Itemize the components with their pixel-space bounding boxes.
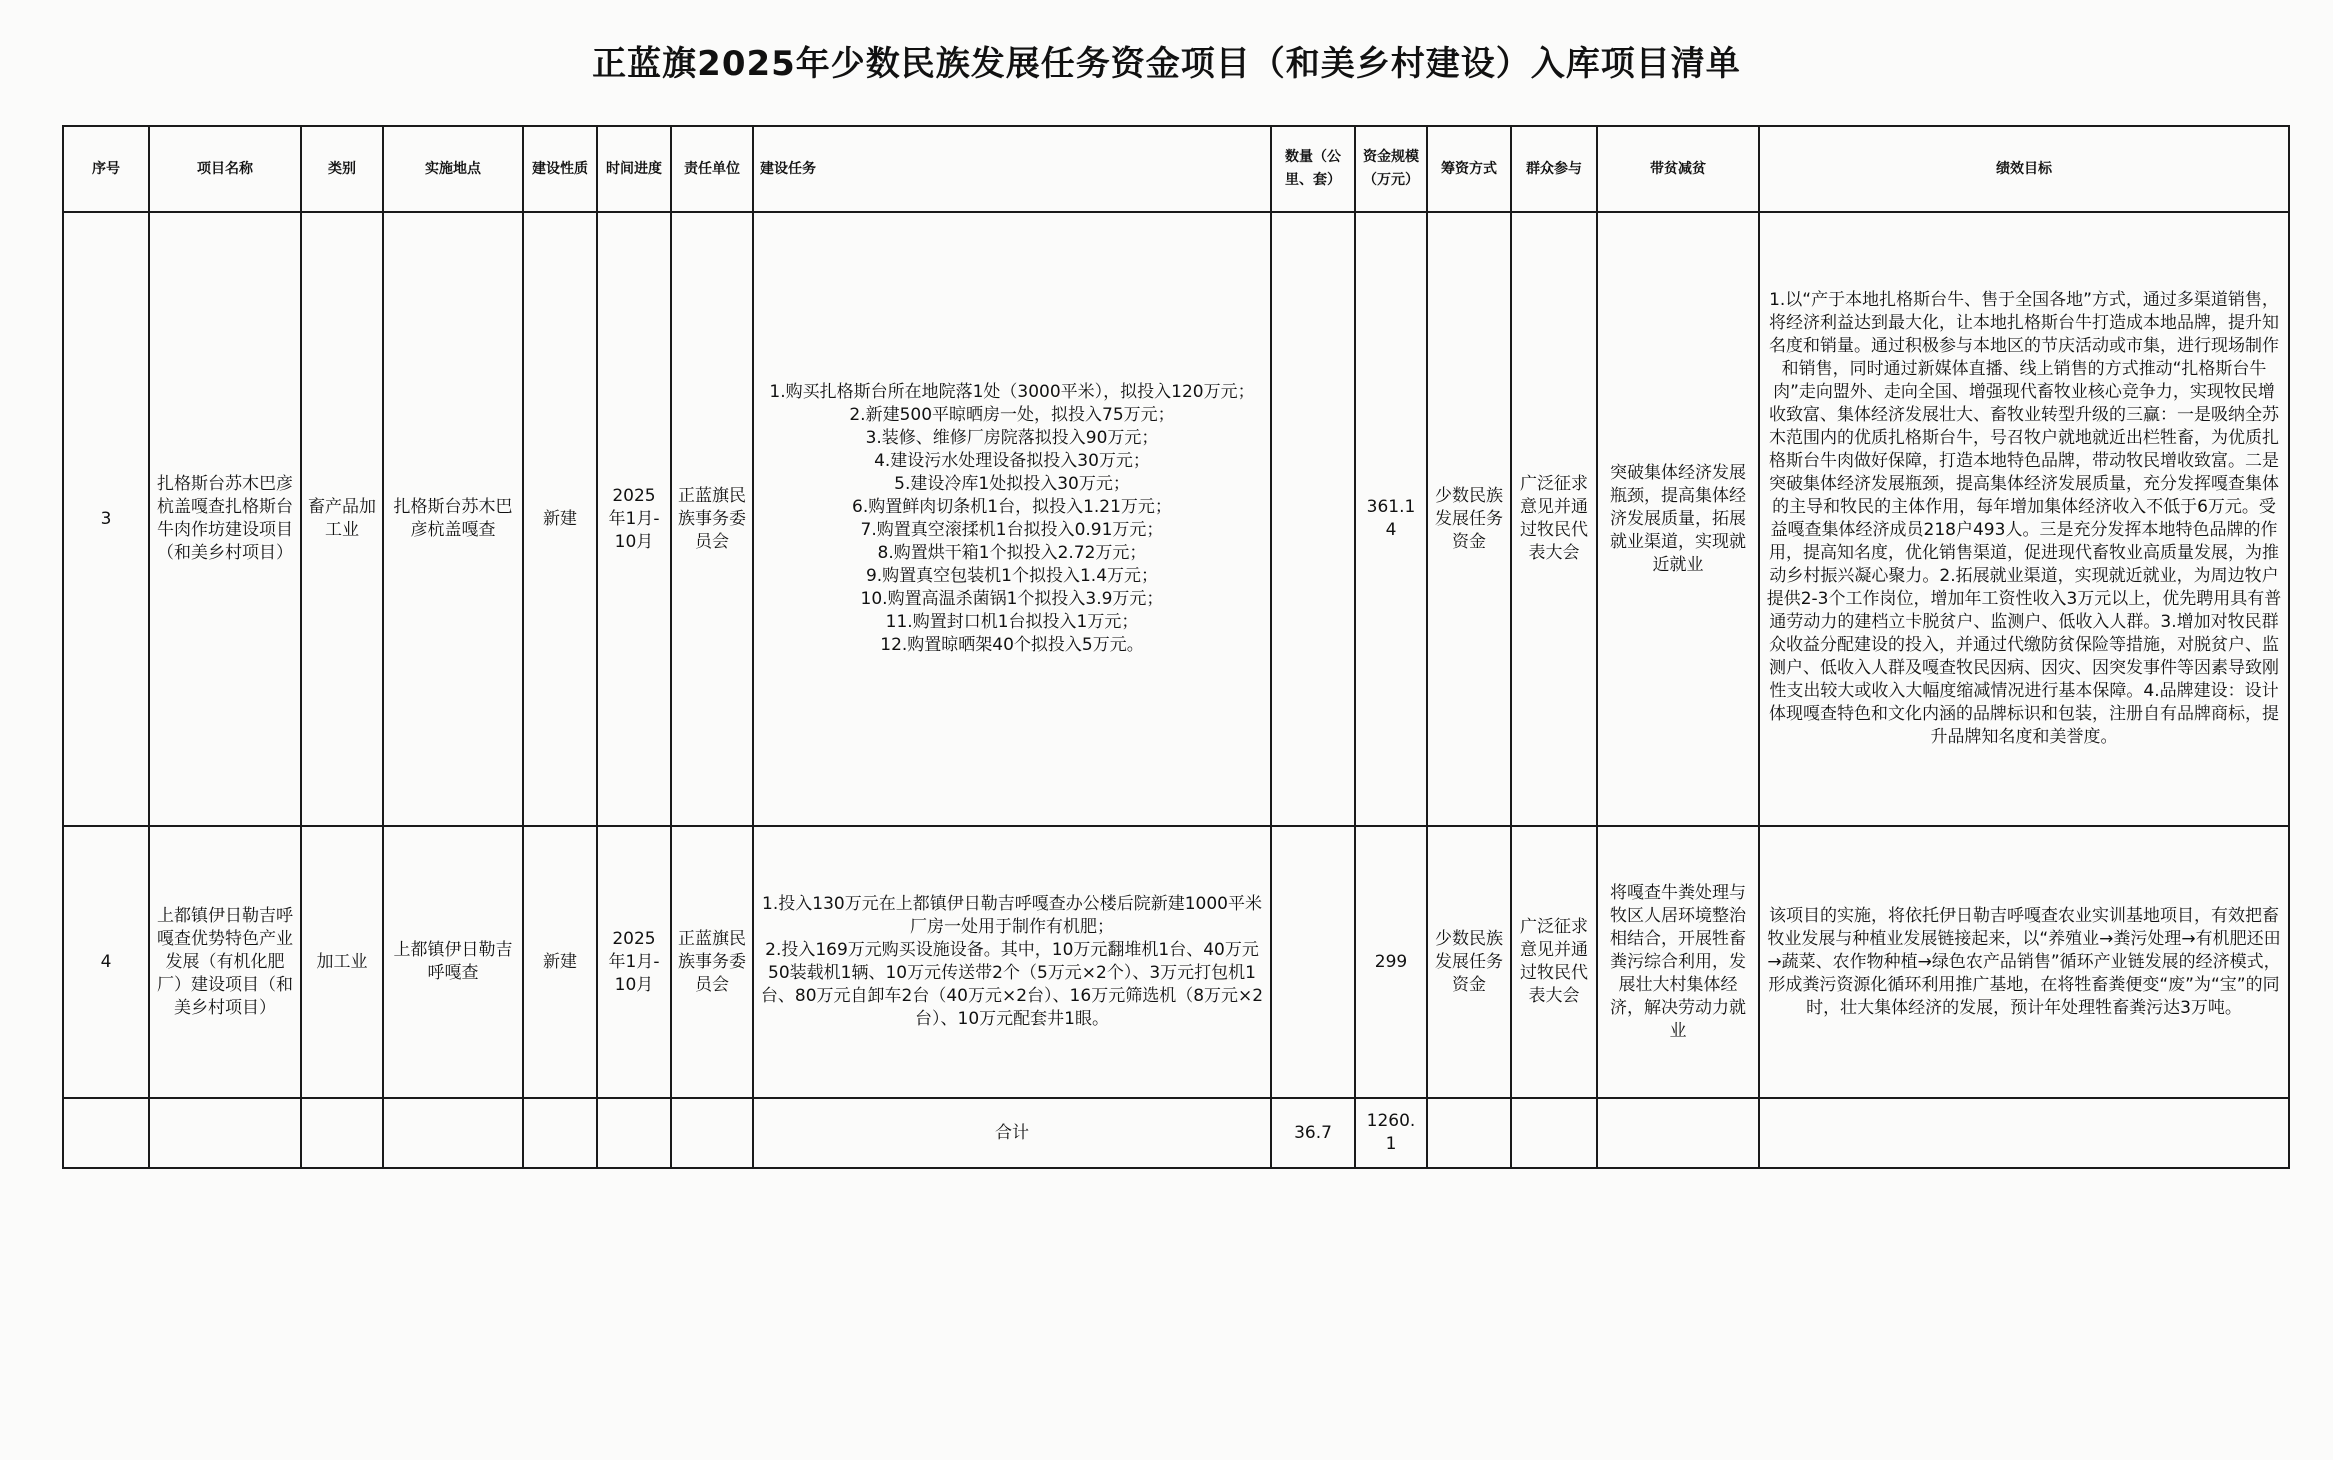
total-empty-cell [1511, 1098, 1597, 1168]
row-tasks [753, 212, 1271, 826]
total-label: 合计 [753, 1098, 1271, 1168]
row-financing: 少数民族发展任务资金 [1427, 212, 1511, 826]
task-item: 9.购置真空包装机1个拟投入1.4万元； [865, 566, 1159, 586]
task-item: 12.购置晾晒架40个拟投入5万元。 [880, 635, 1144, 655]
total-empty-cell [1759, 1098, 2289, 1168]
page-title: 正蓝旗2025年少数民族发展任务资金项目（和美乡村建设）入库项目清单 [592, 44, 1741, 84]
task-item: 2.新建500平晾晒房一处，拟投入75万元； [849, 405, 1175, 425]
task-item: 7.购置真空滚揉机1台拟投入0.91万元； [860, 520, 1164, 540]
row-tasks [753, 826, 1271, 1098]
total-empty-cell [597, 1098, 671, 1168]
task-item: 3.装修、维修厂房院落拟投入90万元； [865, 428, 1159, 448]
total-empty-cell [671, 1098, 753, 1168]
task-item: 6.购置鲜肉切条机1台，拟投入1.21万元； [852, 497, 1172, 517]
row-category: 加工业 [301, 826, 383, 1098]
total-empty-cell [63, 1098, 149, 1168]
row-participation: 广泛征求意见并通过牧民代表大会 [1511, 212, 1597, 826]
total-empty-cell [1597, 1098, 1759, 1168]
table-row [63, 826, 2289, 1098]
header-unit: 责任单位 [671, 126, 753, 212]
row-name: 扎格斯台苏木巴彦杭盖嘎查扎格斯台牛肉作坊建设项目（和美乡村项目） [149, 212, 301, 826]
row-seq: 3 [63, 212, 149, 826]
project-table [62, 125, 2290, 1169]
row-poverty: 突破集体经济发展瓶颈，提高集体经济发展质量，拓展就业渠道，实现就近就业 [1597, 212, 1759, 826]
total-row [63, 1098, 2289, 1168]
header-poverty: 带贫减贫 [1597, 126, 1759, 212]
row-quantity [1271, 826, 1355, 1098]
total-empty-cell [1427, 1098, 1511, 1168]
row-poverty: 将嘎查牛粪处理与牧区人居环境整治相结合，开展牲畜粪污综合利用，发展壮大村集体经济，解决劳动力就业 [1597, 826, 1759, 1098]
row-location: 扎格斯台苏木巴彦杭盖嘎查 [383, 212, 523, 826]
row-financing: 少数民族发展任务资金 [1427, 826, 1511, 1098]
row-unit: 正蓝旗民族事务委员会 [671, 826, 753, 1098]
row-goals: 1.以“产于本地扎格斯台牛、售于全国各地”方式，通过多渠道销售，将经济利益达到最大化，让本地扎格斯台牛打造成本地品牌，提升知名度和销量。通过积极参与本地区的节庆活动或市集，进行现场制作和销售，同时通过新媒体直播、线上销售的方式推动“扎格斯台牛肉”走向盟外、走向全国、增强现代畜牧业核心竞争力，实现牧民增收致富、集体经济发展壮大、畜牧业转型升级的三赢：一是吸纳全苏木范围内的优质扎格斯台牛，号召牧户就地就近出栏牲畜，为优质扎格斯台牛肉做好保障，打造本地特色品牌，带动牧民增收致富。二是突破集体经济发展瓶颈，提高集体经济发展质量，充分发挥嘎查集体的主导和牧民的主体作用，每年增加集体经济收入不低于6万元。受益嘎查集体经济成员218户493人。三是充分发挥本地特色品牌的作用，提高知名度，优化销售渠道，促进现代畜牧业高质量发展，为推动乡村振兴凝心聚力。2.拓展就业渠道，实现就近就业，为周边牧户提供2-3个工作岗位，增加年工资性收入3万元以上，优先聘用具有普通劳动力的建档立卡脱贫户、监测户、低收入人群。3.增加对牧民群众收益分配建设的投入，并通过代缴防贫保险等措施，对脱贫户、监测户、低收入人群及嘎查牧民因病、因灾、因突发事件等因素导致刚性支出较大或收入大幅度缩减情况进行基本保障。4.品牌建设：设计体现嘎查特色和文化内涵的品牌标识和包装，注册自有品牌商标，提升品牌知名度和美誉度。 [1759, 212, 2289, 826]
header-quantity: 数量（公里、套） [1271, 126, 1355, 212]
header-name: 项目名称 [149, 126, 301, 212]
header-row [63, 126, 2289, 212]
row-nature: 新建 [523, 826, 597, 1098]
total-quantity: 36.7 [1271, 1098, 1355, 1168]
header-funds: 资金规模（万元） [1355, 126, 1427, 212]
row-goals: 该项目的实施，将依托伊日勒吉呼嘎查农业实训基地项目，有效把畜牧业发展与种植业发展链接起来，以“养殖业→粪污处理→有机肥还田→蔬菜、农作物种植→绿色农产品销售”循环产业链发展的经济模式，形成粪污资源化循环利用推广基地，在将牲畜粪便变“废”为“宝”的同时，壮大集体经济的发展，预计年处理牲畜粪污达3万吨。 [1759, 826, 2289, 1098]
total-empty-cell [149, 1098, 301, 1168]
header-category: 类别 [301, 126, 383, 212]
row-seq: 4 [63, 826, 149, 1098]
row-funds: 361.14 [1355, 212, 1427, 826]
task-item: 11.购置封口机1台拟投入1万元； [885, 612, 1139, 632]
total-empty-cell [301, 1098, 383, 1168]
header-schedule: 时间进度 [597, 126, 671, 212]
total-empty-cell [523, 1098, 597, 1168]
header-location: 实施地点 [383, 126, 523, 212]
header-seq: 序号 [63, 126, 149, 212]
task-item: 8.购置烘干箱1个拟投入2.72万元； [877, 543, 1147, 563]
task-item: 5.建设冷库1处拟投入30万元； [894, 474, 1130, 494]
header-nature: 建设性质 [523, 126, 597, 212]
row-nature: 新建 [523, 212, 597, 826]
row-participation: 广泛征求意见并通过牧民代表大会 [1511, 826, 1597, 1098]
task-item: 1.购买扎格斯台所在地院落1处（3000平米），拟投入120万元； [769, 382, 1255, 402]
task-item: 1.投入130万元在上都镇伊日勒吉呼嘎查办公楼后院新建1000平米厂房一处用于制作有机肥； [762, 894, 1262, 937]
row-location: 上都镇伊日勒吉呼嘎查 [383, 826, 523, 1098]
header-tasks: 建设任务 [753, 126, 1271, 212]
row-category: 畜产品加工业 [301, 212, 383, 826]
task-item: 10.购置高温杀菌锅1个拟投入3.9万元； [860, 589, 1164, 609]
table-row [63, 212, 2289, 826]
total-funds: 1260.1 [1355, 1098, 1427, 1168]
header-financing: 筹资方式 [1427, 126, 1511, 212]
row-funds: 299 [1355, 826, 1427, 1098]
header-goals: 绩效目标 [1759, 126, 2289, 212]
header-participation: 群众参与 [1511, 126, 1597, 212]
task-item: 2.投入169万元购买设施设备。其中，10万元翻堆机1台、40万元50装载机1辆、10万元传送带2个（5万元×2个）、3万元打包机1台、80万元自卸车2台（40万元×2台）、16万元筛选机（8万元×2台）、10万元配套井1眼。 [760, 940, 1264, 1029]
row-quantity [1271, 212, 1355, 826]
row-name: 上都镇伊日勒吉呼嘎查优势特色产业发展（有机化肥厂）建设项目（和美乡村项目） [149, 826, 301, 1098]
row-unit: 正蓝旗民族事务委员会 [671, 212, 753, 826]
row-schedule: 2025年1月-10月 [597, 212, 671, 826]
row-schedule: 2025年1月-10月 [597, 826, 671, 1098]
total-empty-cell [383, 1098, 523, 1168]
task-item: 4.建设污水处理设备拟投入30万元； [874, 451, 1150, 471]
